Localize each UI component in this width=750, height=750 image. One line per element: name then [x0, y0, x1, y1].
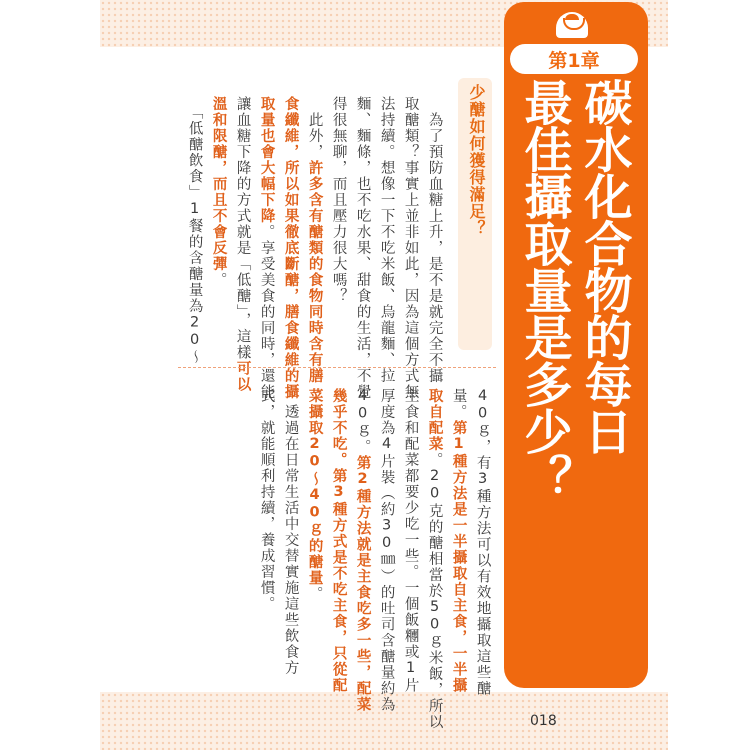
lower-col-7: 幾乎不吃。第3種方式是不吃主食，只從配 — [330, 388, 347, 694]
upper-col-4: 麵、麵條，也不吃水果、甜食的生活，不覺 — [354, 96, 371, 400]
upper-col-11: 「低醣飲食」1餐的含醣量為20～ — [186, 96, 203, 366]
book-page — [100, 0, 668, 750]
lower-col-6: 40ｇ。第2種方法就是主食吃多一些，配菜 — [354, 388, 371, 713]
title-line-1: 碳水化合物的每日 — [576, 78, 632, 454]
sidebar-heading: 少醣如何獲得滿足？ — [467, 84, 486, 237]
upper-col-9: 讓血糖下降的方式就是「低醣」，這樣可以 — [234, 96, 251, 393]
page-number: 018 — [530, 713, 557, 729]
title-line-2: 最佳攝取量是多少？ — [516, 78, 572, 501]
lower-col-5: 厚度為4片裝（約30㎜）的吐司含醣量約為 — [378, 388, 395, 713]
upper-col-6: 此外，許多含有醣類的食物同時含有膳 — [306, 96, 323, 384]
section-divider — [178, 367, 496, 368]
lower-col-10: 式，就能順利持續，養成習慣。 — [258, 388, 275, 612]
lower-col-3: 取自配菜。20克的醣相當於50ｇ米飯，所以 — [426, 388, 443, 730]
chapter-badge: 第1章 — [510, 44, 638, 74]
upper-col-3: 法持續。想像一下不吃米飯、烏龍麵、拉 — [378, 96, 395, 384]
rice-bowl-icon — [556, 12, 588, 38]
lower-col-1: 40ｇ，有3種方法可以有效地攝取這些醣 — [474, 388, 491, 697]
upper-col-1: 為了預防血糖上升，是不是就完全不攝 — [426, 96, 443, 384]
upper-col-7: 食纖維，所以如果徹底斷醣，膳食纖維的攝 — [282, 96, 299, 400]
lower-col-9: 透過在日常生活中交替實施這些飲食方 — [282, 388, 299, 676]
upper-col-10: 溫和限醣，而且不會反彈。 — [210, 96, 227, 288]
upper-col-2: 取醣類？事實上並非如此，因為這個方式無 — [402, 96, 419, 400]
lower-col-8: 菜攝取20～40ｇ的醣量。 — [306, 388, 323, 602]
lower-col-2: 量。第1種方法是一半攝取自主食，一半攝 — [450, 388, 467, 694]
upper-col-5: 得很無聊，而且壓力很大嗎？ — [330, 96, 347, 304]
upper-col-8: 取量也會大幅下降。享受美食的同時，還能 — [258, 96, 275, 400]
lower-col-4: 主食和配菜都要少吃一些。一個飯糰或1片 — [402, 388, 419, 694]
